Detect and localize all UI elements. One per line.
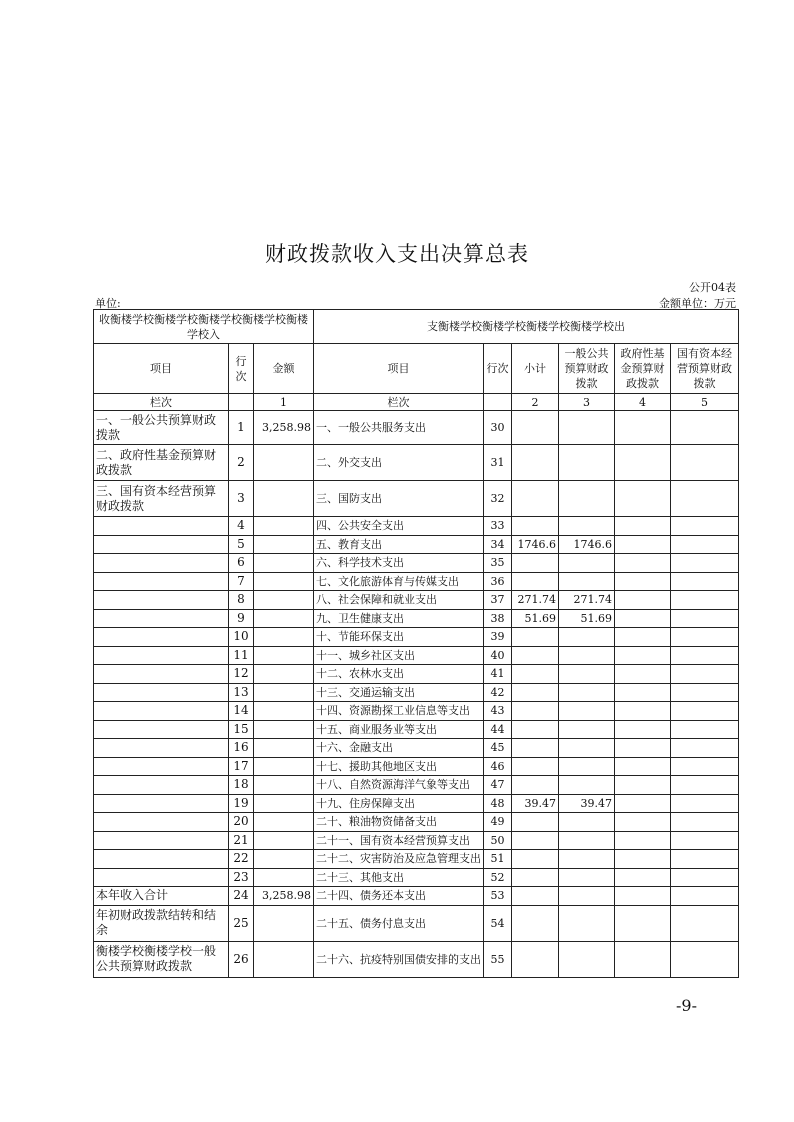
income-item	[94, 535, 229, 554]
gov-fund-value	[615, 411, 671, 445]
income-line: 11	[229, 646, 254, 665]
table-row	[94, 739, 739, 758]
table-row	[94, 794, 739, 813]
gov-fund-value	[615, 850, 671, 869]
income-amount: 3,258.98	[254, 887, 314, 906]
column-number-5: 5	[671, 394, 739, 411]
income-item	[94, 720, 229, 739]
gov-fund-value	[615, 905, 671, 941]
expense-item: 三、国防支出	[314, 481, 484, 517]
subtotal-value	[512, 646, 559, 665]
state-capital-value	[671, 572, 739, 591]
income-item	[94, 517, 229, 536]
expense-line: 46	[484, 757, 512, 776]
gov-fund-value	[615, 794, 671, 813]
subtotal-value	[512, 868, 559, 887]
income-item	[94, 683, 229, 702]
income-item: 本年收入合计	[94, 887, 229, 906]
income-line: 4	[229, 517, 254, 536]
table-row	[94, 941, 739, 977]
income-item	[94, 776, 229, 795]
general-budget-value	[559, 628, 615, 647]
general-budget-value	[559, 665, 615, 684]
income-item	[94, 646, 229, 665]
gov-fund-value	[615, 739, 671, 758]
income-item-header: 项目	[94, 344, 229, 394]
expense-line: 48	[484, 794, 512, 813]
expense-item: 十、节能环保支出	[314, 628, 484, 647]
general-budget-value	[559, 517, 615, 536]
income-line: 1	[229, 411, 254, 445]
expense-line-column-label	[484, 394, 512, 411]
expense-item: 二十六、抗疫特别国债安排的支出	[314, 941, 484, 977]
income-item: 衡楼学校衡楼学校一般公共预算财政拨款	[94, 941, 229, 977]
table-row	[94, 702, 739, 721]
table-row	[94, 868, 739, 887]
gov-fund-value	[615, 776, 671, 795]
expense-item: 五、教育支出	[314, 535, 484, 554]
income-column-label: 栏次	[94, 394, 229, 411]
income-amount	[254, 445, 314, 481]
expense-line: 36	[484, 572, 512, 591]
state-capital-value	[671, 683, 739, 702]
income-amount	[254, 868, 314, 887]
general-budget-header: 一般公共预算财政拨款	[559, 344, 615, 394]
income-line: 3	[229, 481, 254, 517]
income-line: 6	[229, 554, 254, 573]
income-line: 20	[229, 813, 254, 832]
income-line: 8	[229, 591, 254, 610]
expense-item: 八、社会保障和就业支出	[314, 591, 484, 610]
table-row	[94, 757, 739, 776]
subtotal-value	[512, 776, 559, 795]
general-budget-value: 271.74	[559, 591, 615, 610]
page-number: -9-	[676, 996, 697, 1015]
state-capital-value	[671, 776, 739, 795]
income-item	[94, 572, 229, 591]
expense-line: 50	[484, 831, 512, 850]
expense-line: 44	[484, 720, 512, 739]
general-budget-value	[559, 411, 615, 445]
general-budget-value	[559, 868, 615, 887]
table-row	[94, 481, 739, 517]
general-budget-value	[559, 887, 615, 906]
income-amount	[254, 628, 314, 647]
gov-fund-value	[615, 554, 671, 573]
income-amount	[254, 739, 314, 758]
gov-fund-value	[615, 887, 671, 906]
state-capital-value	[671, 609, 739, 628]
income-amount	[254, 591, 314, 610]
income-item	[94, 739, 229, 758]
general-budget-value	[559, 702, 615, 721]
subtotal-value	[512, 628, 559, 647]
table-row	[94, 572, 739, 591]
expense-line: 53	[484, 887, 512, 906]
subtotal-value: 39.47	[512, 794, 559, 813]
general-budget-value	[559, 941, 615, 977]
state-capital-value	[671, 702, 739, 721]
subtotal-value	[512, 720, 559, 739]
income-line-header: 行次	[229, 344, 254, 394]
gov-fund-value	[615, 572, 671, 591]
general-budget-value	[559, 572, 615, 591]
income-item	[94, 554, 229, 573]
state-capital-value	[671, 628, 739, 647]
gov-fund-value	[615, 591, 671, 610]
gov-fund-value	[615, 941, 671, 977]
expense-item: 二十五、债务付息支出	[314, 905, 484, 941]
amount-unit: 金额单位：万元	[659, 297, 736, 310]
expense-line: 33	[484, 517, 512, 536]
subtotal-value	[512, 702, 559, 721]
state-capital-value	[671, 757, 739, 776]
expense-item: 一、一般公共服务支出	[314, 411, 484, 445]
income-line: 2	[229, 445, 254, 481]
income-line: 22	[229, 850, 254, 869]
page-title: 财政拨款收入支出决算总表	[265, 242, 529, 266]
gov-fund-header: 政府性基金预算财政拨款	[615, 344, 671, 394]
state-capital-value	[671, 739, 739, 758]
general-budget-value: 1746.6	[559, 535, 615, 554]
subtotal-value	[512, 813, 559, 832]
income-item	[94, 665, 229, 684]
income-amount	[254, 572, 314, 591]
income-item	[94, 850, 229, 869]
general-budget-value	[559, 831, 615, 850]
expense-line: 30	[484, 411, 512, 445]
gov-fund-value	[615, 628, 671, 647]
expense-item: 二十二、灾害防治及应急管理支出	[314, 850, 484, 869]
income-item: 年初财政拨款结转和结余	[94, 905, 229, 941]
subtotal-value	[512, 665, 559, 684]
state-capital-value	[671, 720, 739, 739]
column-number-2: 2	[512, 394, 559, 411]
expense-item: 六、科学技术支出	[314, 554, 484, 573]
expense-line: 39	[484, 628, 512, 647]
expense-line: 41	[484, 665, 512, 684]
column-number-4: 4	[615, 394, 671, 411]
table-row	[94, 683, 739, 702]
state-capital-value	[671, 941, 739, 977]
income-amount	[254, 757, 314, 776]
state-capital-value	[671, 411, 739, 445]
expense-line: 54	[484, 905, 512, 941]
income-amount	[254, 554, 314, 573]
income-amount	[254, 683, 314, 702]
expense-item-header: 项目	[314, 344, 484, 394]
expense-item: 十二、农林水支出	[314, 665, 484, 684]
column-number-3: 3	[559, 394, 615, 411]
general-budget-value	[559, 905, 615, 941]
subtotal-value	[512, 831, 559, 850]
state-capital-value	[671, 517, 739, 536]
table-row	[94, 887, 739, 906]
subtotal-header: 小计	[512, 344, 559, 394]
subtotal-value	[512, 850, 559, 869]
subtotal-value	[512, 757, 559, 776]
state-capital-value	[671, 481, 739, 517]
table-row	[94, 813, 739, 832]
table-row	[94, 831, 739, 850]
subtotal-value	[512, 905, 559, 941]
gov-fund-value	[615, 665, 671, 684]
expense-line: 38	[484, 609, 512, 628]
income-item	[94, 868, 229, 887]
general-budget-value	[559, 554, 615, 573]
expense-item: 九、卫生健康支出	[314, 609, 484, 628]
gov-fund-value	[615, 481, 671, 517]
state-capital-value	[671, 591, 739, 610]
general-budget-value	[559, 739, 615, 758]
income-item	[94, 609, 229, 628]
expense-line-header: 行次	[484, 344, 512, 394]
income-item	[94, 794, 229, 813]
expense-line: 31	[484, 445, 512, 481]
expense-item: 二十、粮油物资储备支出	[314, 813, 484, 832]
gov-fund-value	[615, 517, 671, 536]
expense-line: 37	[484, 591, 512, 610]
table-row	[94, 720, 739, 739]
table-row	[94, 535, 739, 554]
subtotal-value	[512, 941, 559, 977]
income-item	[94, 591, 229, 610]
expense-line: 34	[484, 535, 512, 554]
general-budget-value	[559, 720, 615, 739]
expense-line: 49	[484, 813, 512, 832]
state-capital-value	[671, 850, 739, 869]
income-line: 13	[229, 683, 254, 702]
gov-fund-value	[615, 683, 671, 702]
general-budget-value	[559, 813, 615, 832]
income-line: 17	[229, 757, 254, 776]
expense-line: 40	[484, 646, 512, 665]
expense-line: 51	[484, 850, 512, 869]
gov-fund-value	[615, 813, 671, 832]
state-capital-value	[671, 868, 739, 887]
expense-item: 二十一、国有资本经营预算支出	[314, 831, 484, 850]
expense-group-header: 支衡楼学校衡楼学校衡楼学校衡楼学校出	[314, 310, 739, 344]
state-capital-value	[671, 554, 739, 573]
income-amount	[254, 850, 314, 869]
income-amount	[254, 794, 314, 813]
expense-column-label: 栏次	[314, 394, 484, 411]
gov-fund-value	[615, 757, 671, 776]
income-amount: 3,258.98	[254, 411, 314, 445]
state-capital-value	[671, 887, 739, 906]
state-capital-value	[671, 813, 739, 832]
income-item	[94, 757, 229, 776]
expense-item: 七、文化旅游体育与传媒支出	[314, 572, 484, 591]
income-line: 19	[229, 794, 254, 813]
expense-line: 32	[484, 481, 512, 517]
subtotal-value	[512, 887, 559, 906]
general-budget-value	[559, 683, 615, 702]
expense-line: 35	[484, 554, 512, 573]
expense-line: 42	[484, 683, 512, 702]
income-item: 三、国有资本经营预算财政拨款	[94, 481, 229, 517]
expense-line: 45	[484, 739, 512, 758]
table-row	[94, 665, 739, 684]
expense-item: 十七、援助其他地区支出	[314, 757, 484, 776]
income-line: 26	[229, 941, 254, 977]
income-line: 9	[229, 609, 254, 628]
income-line-column-label	[229, 394, 254, 411]
subtotal-value: 271.74	[512, 591, 559, 610]
expense-line: 55	[484, 941, 512, 977]
income-amount	[254, 831, 314, 850]
income-group-header: 收衡楼学校衡楼学校衡楼学校衡楼学校衡楼学校入	[94, 310, 314, 344]
income-amount	[254, 517, 314, 536]
table-row	[94, 905, 739, 941]
general-budget-value	[559, 776, 615, 795]
gov-fund-value	[615, 445, 671, 481]
state-capital-value	[671, 665, 739, 684]
table-row	[94, 591, 739, 610]
budget-table	[93, 309, 739, 978]
income-amount	[254, 776, 314, 795]
expense-item: 四、公共安全支出	[314, 517, 484, 536]
income-line: 21	[229, 831, 254, 850]
expense-item: 二、外交支出	[314, 445, 484, 481]
expense-item: 十四、资源勘探工业信息等支出	[314, 702, 484, 721]
income-amount	[254, 481, 314, 517]
subtotal-value: 51.69	[512, 609, 559, 628]
expense-item: 十九、住房保障支出	[314, 794, 484, 813]
income-item: 二、政府性基金预算财政拨款	[94, 445, 229, 481]
state-capital-value	[671, 646, 739, 665]
state-capital-value	[671, 535, 739, 554]
income-line: 23	[229, 868, 254, 887]
subtotal-value	[512, 481, 559, 517]
expense-item: 十三、交通运输支出	[314, 683, 484, 702]
state-capital-value	[671, 445, 739, 481]
expense-item: 二十四、债务还本支出	[314, 887, 484, 906]
column-number-1: 1	[254, 394, 314, 411]
table-row	[94, 517, 739, 536]
income-amount	[254, 702, 314, 721]
expense-item: 十一、城乡社区支出	[314, 646, 484, 665]
gov-fund-value	[615, 646, 671, 665]
general-budget-value: 51.69	[559, 609, 615, 628]
income-amount	[254, 609, 314, 628]
income-item	[94, 831, 229, 850]
expense-line: 52	[484, 868, 512, 887]
table-row	[94, 609, 739, 628]
income-amount-header: 金额	[254, 344, 314, 394]
income-line: 7	[229, 572, 254, 591]
income-line: 16	[229, 739, 254, 758]
state-capital-value	[671, 905, 739, 941]
expense-item: 十六、金融支出	[314, 739, 484, 758]
expense-item: 十五、商业服务业等支出	[314, 720, 484, 739]
subtotal-value	[512, 445, 559, 481]
form-number: 公开04表	[689, 281, 736, 294]
income-line: 24	[229, 887, 254, 906]
general-budget-value	[559, 757, 615, 776]
expense-item: 二十三、其他支出	[314, 868, 484, 887]
subtotal-value	[512, 683, 559, 702]
income-amount	[254, 813, 314, 832]
income-line: 10	[229, 628, 254, 647]
subtotal-value	[512, 517, 559, 536]
income-line: 5	[229, 535, 254, 554]
income-amount	[254, 646, 314, 665]
table-row	[94, 646, 739, 665]
gov-fund-value	[615, 720, 671, 739]
table-row	[94, 776, 739, 795]
state-capital-header: 国有资本经营预算财政拨款	[671, 344, 739, 394]
general-budget-value	[559, 646, 615, 665]
state-capital-value	[671, 831, 739, 850]
income-line: 25	[229, 905, 254, 941]
income-line: 18	[229, 776, 254, 795]
gov-fund-value	[615, 868, 671, 887]
state-capital-value	[671, 794, 739, 813]
gov-fund-value	[615, 609, 671, 628]
general-budget-value: 39.47	[559, 794, 615, 813]
unit-label: 单位:	[95, 297, 121, 310]
income-amount	[254, 720, 314, 739]
subtotal-value	[512, 739, 559, 758]
table-row	[94, 554, 739, 573]
general-budget-value	[559, 850, 615, 869]
subtotal-value	[512, 554, 559, 573]
table-row	[94, 628, 739, 647]
income-amount	[254, 535, 314, 554]
table-row	[94, 850, 739, 869]
table-row	[94, 411, 739, 445]
subtotal-value: 1746.6	[512, 535, 559, 554]
general-budget-value	[559, 481, 615, 517]
income-line: 15	[229, 720, 254, 739]
table-row	[94, 445, 739, 481]
subtotal-value	[512, 411, 559, 445]
income-amount	[254, 665, 314, 684]
income-amount	[254, 941, 314, 977]
expense-line: 47	[484, 776, 512, 795]
income-line: 14	[229, 702, 254, 721]
income-item	[94, 628, 229, 647]
income-item	[94, 702, 229, 721]
expense-line: 43	[484, 702, 512, 721]
income-amount	[254, 905, 314, 941]
income-item	[94, 813, 229, 832]
gov-fund-value	[615, 702, 671, 721]
gov-fund-value	[615, 831, 671, 850]
gov-fund-value	[615, 535, 671, 554]
general-budget-value	[559, 445, 615, 481]
expense-item: 十八、自然资源海洋气象等支出	[314, 776, 484, 795]
income-item: 一、一般公共预算财政拨款	[94, 411, 229, 445]
subtotal-value	[512, 572, 559, 591]
income-line: 12	[229, 665, 254, 684]
